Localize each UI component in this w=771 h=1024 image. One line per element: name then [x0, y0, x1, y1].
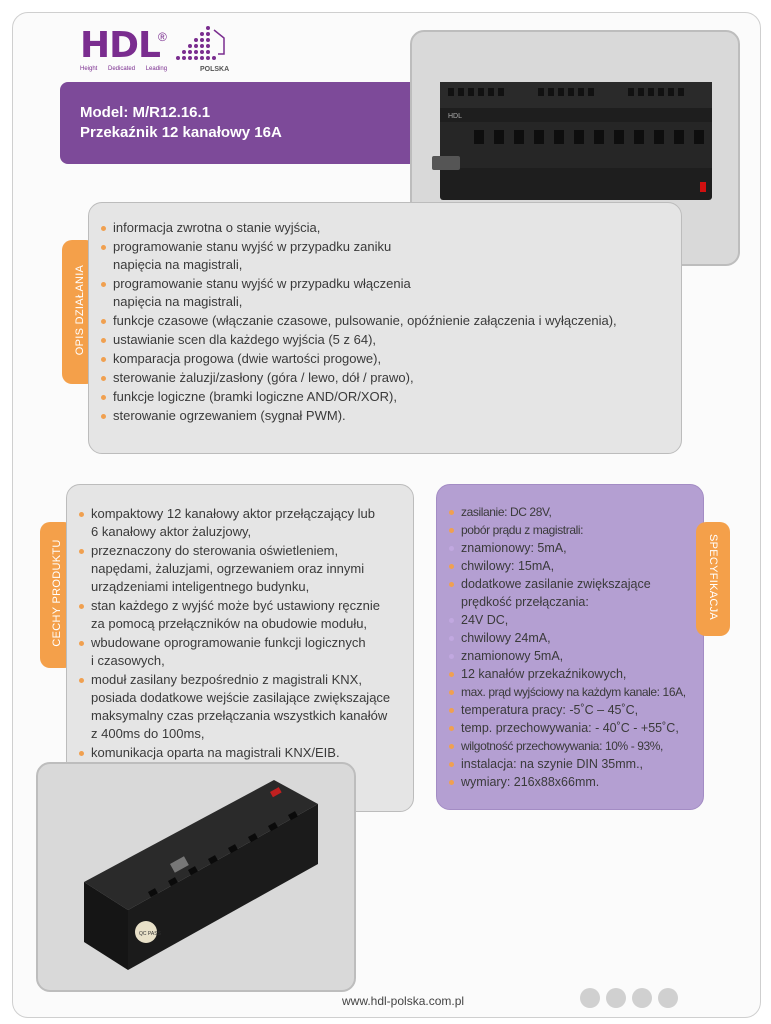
list-item: funkcje logiczne (bramki logiczne AND/OR/XOR),	[99, 388, 669, 406]
footer-dot	[632, 988, 652, 1008]
logo-brand: HDL	[80, 25, 160, 66]
logo-dots-icon	[174, 24, 236, 64]
spec-item: 24V DC,	[447, 611, 697, 629]
spec-item: chwilowy 24mA,	[447, 629, 697, 647]
spec-item: max. prąd wyjściowy na każdym kanale: 16A,	[447, 683, 697, 701]
cechy-list	[77, 505, 407, 763]
hdl-logo	[80, 20, 240, 80]
spec-item: znamionowy: 5mA,	[447, 539, 697, 557]
list-item: wbudowane oprogramowanie funkcji logicznych i czasowych,	[77, 634, 407, 670]
opis-tab-label: OPIS DZIAŁANIA	[74, 264, 86, 356]
list-item: stan każdego z wyjść może być ustawiony ręcznie za pomocą przełączników na obudowie modułu,	[77, 597, 407, 633]
footer-dot	[606, 988, 626, 1008]
spec-item: 12 kanałów przekaźnikowych,	[447, 665, 697, 683]
spec-item: zasilanie: DC 28V,	[447, 503, 697, 521]
qc-pass-sticker: QC PASS	[139, 931, 161, 937]
logo-tagline-word: Dedicated	[108, 66, 136, 72]
list-item: programowanie stanu wyjść w przypadku zaniku napięcia na magistrali,	[99, 238, 669, 274]
spec-item: dodatkowe zasilanie zwiększające prędkość przełączania:	[447, 575, 697, 611]
spec-item: znamionowy 5mA,	[447, 647, 697, 665]
list-item: sterowanie ogrzewaniem (sygnał PWM).	[99, 407, 669, 425]
list-item: komparacja progowa (dwie wartości progowe),	[99, 350, 669, 368]
footer-dot	[658, 988, 678, 1008]
spec-item: chwilowy: 15mA,	[447, 557, 697, 575]
logo-registered-mark: ®	[158, 30, 167, 44]
list-item: ustawianie scen dla każdego wyjścia (5 z 64),	[99, 331, 669, 349]
cechy-tab-label: CECHY PRODUKTU	[51, 539, 63, 647]
spec-item: temp. przechowywania: - 40˚C - +55˚C,	[447, 719, 697, 737]
logo-tagline-word: Height	[80, 66, 98, 72]
product-photo-angle	[36, 762, 356, 992]
footer-decorative-dots	[580, 988, 684, 1013]
list-item: programowanie stanu wyjść w przypadku włączenia napięcia na magistrali,	[99, 275, 669, 311]
list-item: informacja zwrotna o stanie wyjścia,	[99, 219, 669, 237]
logo-tagline	[80, 66, 176, 72]
spec-panel	[436, 484, 704, 810]
list-item: sterowanie żaluzji/zasłony (góra / lewo, dół / prawo),	[99, 369, 669, 387]
footer-dot	[580, 988, 600, 1008]
list-item: kompaktowy 12 kanałowy aktor przełączający lub 6 kanałowy aktor żaluzjowy,	[77, 505, 407, 541]
spec-tab	[696, 522, 730, 636]
list-item: moduł zasilany bezpośrednio z magistrali KNX, posiada dodatkowe wejście zasilające zwiększające maksymalny czas przełączania wszystkich kanałów z 400ms do 100ms,	[77, 671, 407, 743]
list-item: przeznaczony do sterowania oświetleniem, napędami, żaluzjami, ogrzewaniem oraz innymi urządzeniami inteligentnego budynku,	[77, 542, 407, 596]
logo-country: POLSKA	[200, 66, 230, 73]
model-title-banner	[60, 82, 420, 164]
footer-website-link[interactable]: www.hdl-polska.com.pl	[342, 994, 465, 1008]
model-number: Model: M/R12.16.1	[80, 104, 211, 121]
relay-module-angle-image	[38, 764, 354, 990]
spec-item: wymiary: 216x88x66mm.	[447, 773, 697, 791]
spec-item: instalacja: na szynie DIN 35mm.,	[447, 755, 697, 773]
spec-item: pobór prądu z magistrali:	[447, 521, 697, 539]
product-name: Przekaźnik 12 kanałowy 16A	[80, 124, 282, 141]
device-brand-label: HDL	[448, 113, 463, 120]
opis-panel	[88, 202, 682, 454]
spec-item: temperatura pracy: -5˚C – 45˚C,	[447, 701, 697, 719]
opis-list	[99, 219, 669, 426]
list-item: komunikacja oparta na magistrali KNX/EIB.	[77, 744, 407, 762]
logo-tagline-word: Leading	[145, 66, 168, 72]
spec-list	[447, 503, 697, 791]
spec-item: wilgotność przechowywania: 10% - 93%,	[447, 737, 697, 755]
spec-tab-label: SPECYFIKACJA	[707, 533, 719, 621]
list-item: funkcje czasowe (włączanie czasowe, pulsowanie, opóźnienie załączenia i wyłączenia),	[99, 312, 669, 330]
